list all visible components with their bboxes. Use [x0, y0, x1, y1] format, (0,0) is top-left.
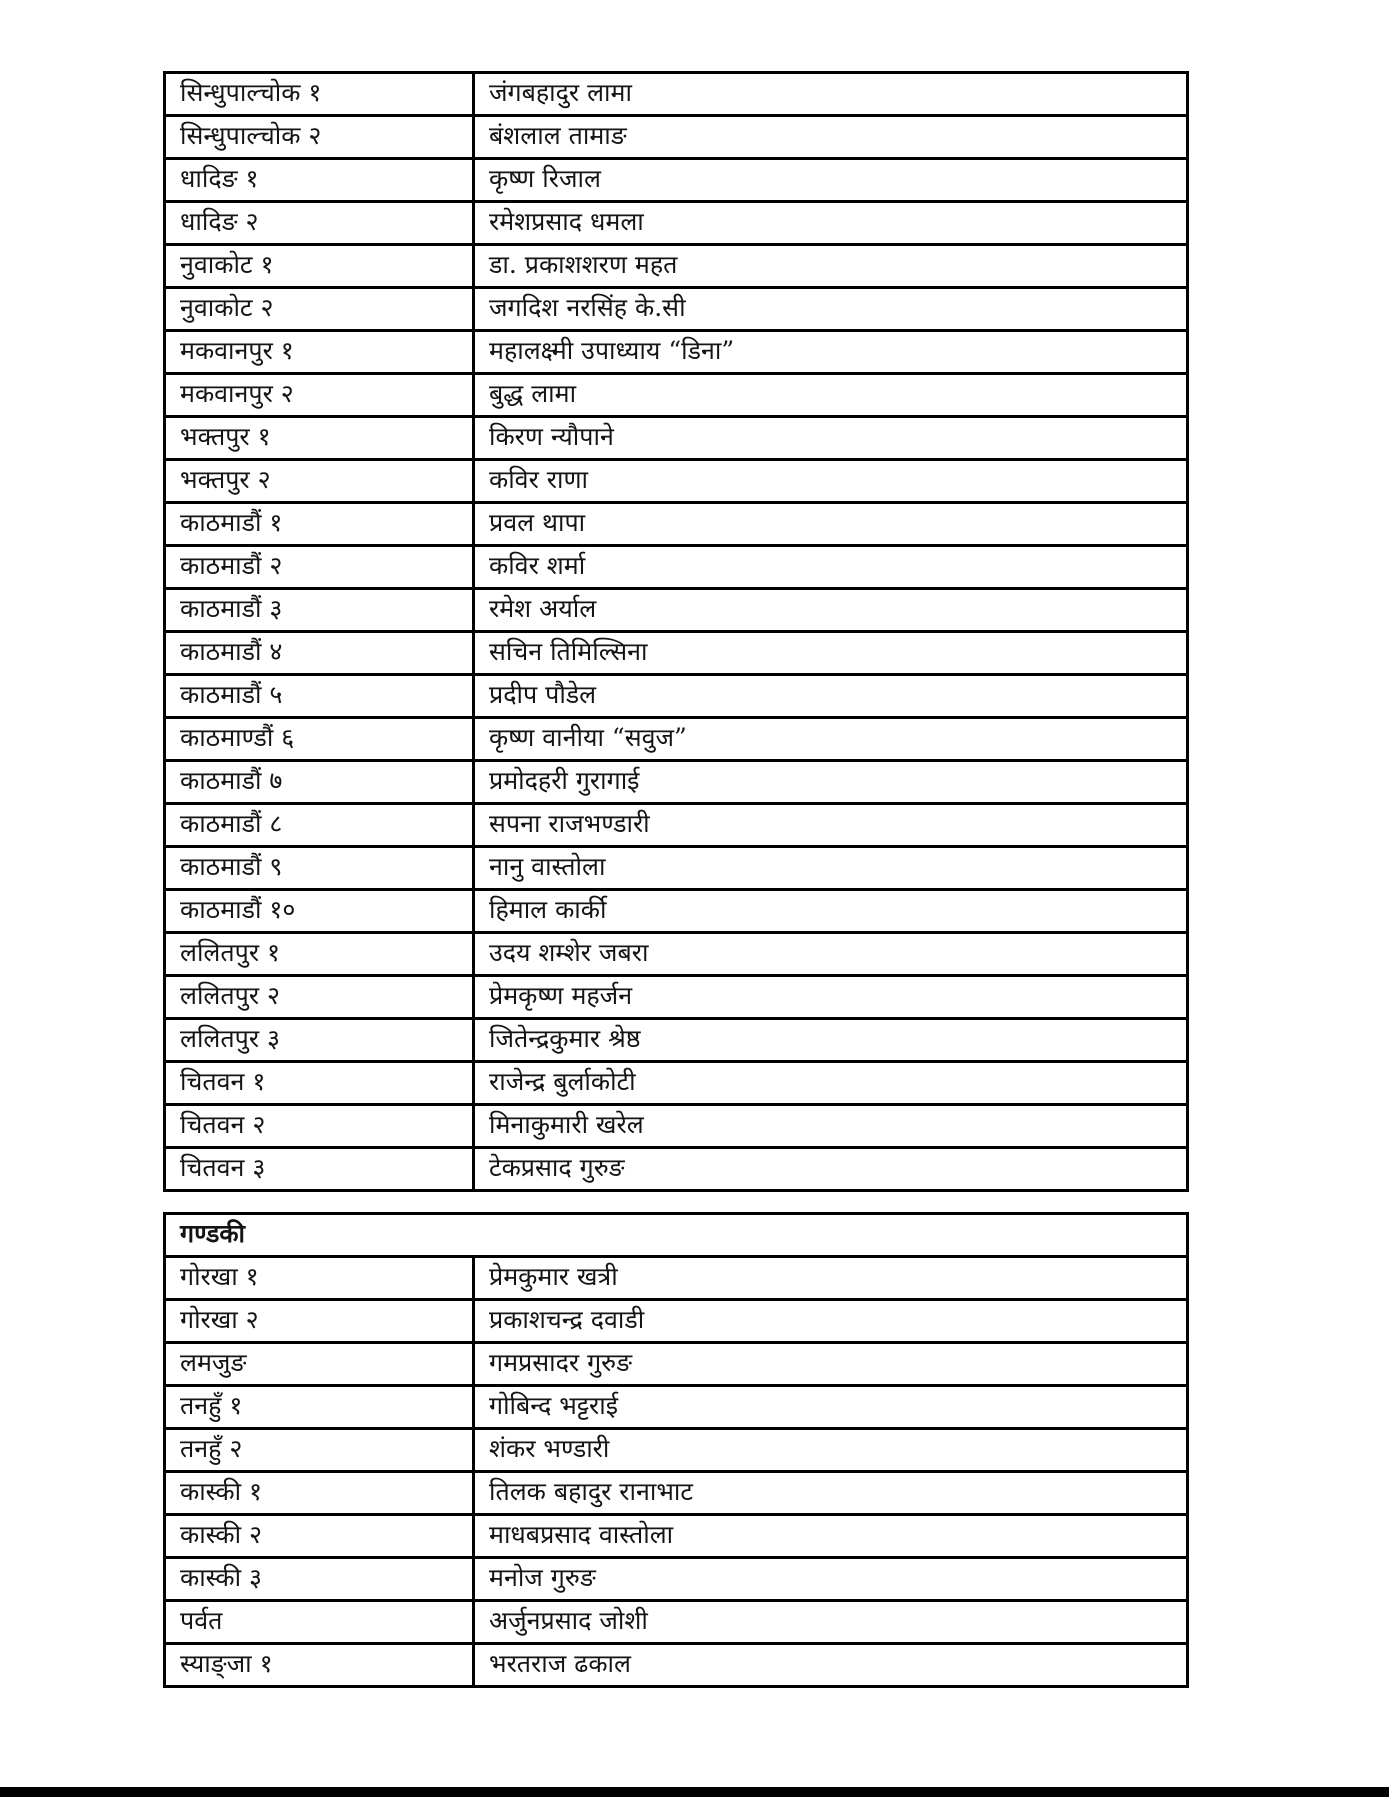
constituency-cell: काठमाडौं २	[165, 546, 474, 589]
table-row	[165, 589, 1188, 632]
table-first-body	[165, 73, 1188, 1191]
candidate-cell: कृष्ण वानीया “सवुज”	[474, 718, 1188, 761]
table-row	[165, 1019, 1188, 1062]
candidate-cell: प्रकाशचन्द्र दवाडी	[474, 1300, 1188, 1343]
constituency-cell: धादिङ २	[165, 202, 474, 245]
page-bottom-scan-bar	[0, 1787, 1389, 1797]
constituency-cell: नुवाकोट २	[165, 288, 474, 331]
table-row	[165, 933, 1188, 976]
constituency-cell: काठमाडौं ९	[165, 847, 474, 890]
constituency-cell: चितवन १	[165, 1062, 474, 1105]
candidate-cell: भरतराज ढकाल	[474, 1644, 1188, 1687]
table-second-body	[165, 1214, 1188, 1687]
table-row	[165, 1105, 1188, 1148]
table-row	[165, 675, 1188, 718]
table-row	[165, 1429, 1188, 1472]
candidate-cell: जगदिश नरसिंह के.सी	[474, 288, 1188, 331]
table-row	[165, 804, 1188, 847]
constituency-cell: काठमाडौं ३	[165, 589, 474, 632]
candidate-cell: सपना राजभण्डारी	[474, 804, 1188, 847]
candidate-cell: हिमाल कार्की	[474, 890, 1188, 933]
table-row	[165, 976, 1188, 1019]
constituency-cell: कास्की १	[165, 1472, 474, 1515]
table-row	[165, 73, 1188, 116]
constituency-cell: सिन्धुपाल्चोक १	[165, 73, 474, 116]
constituency-cell: काठमाडौं ८	[165, 804, 474, 847]
table-row	[165, 761, 1188, 804]
constituency-cell: भक्तपुर २	[165, 460, 474, 503]
constituency-cell: गोरखा २	[165, 1300, 474, 1343]
candidate-cell: प्रमोदहरी गुरागाई	[474, 761, 1188, 804]
table-row	[165, 417, 1188, 460]
candidate-cell: बंशलाल तामाङ	[474, 116, 1188, 159]
candidate-cell: रमेशप्रसाद धमला	[474, 202, 1188, 245]
table-row	[165, 460, 1188, 503]
constituency-cell: काठमाडौं ५	[165, 675, 474, 718]
table-row	[165, 116, 1188, 159]
candidate-cell: उदय शम्शेर जबरा	[474, 933, 1188, 976]
candidate-cell: टेकप्रसाद गुरुङ	[474, 1148, 1188, 1191]
candidate-cell: महालक्ष्मी उपाध्याय “डिना”	[474, 331, 1188, 374]
table-row	[165, 546, 1188, 589]
constituency-cell: चितवन २	[165, 1105, 474, 1148]
constituency-cell: तनहुँ १	[165, 1386, 474, 1429]
constituency-cell: भक्तपुर १	[165, 417, 474, 460]
candidate-cell: तिलक बहादुर रानाभाट	[474, 1472, 1188, 1515]
table-row	[165, 1148, 1188, 1191]
table-row	[165, 374, 1188, 417]
table-row	[165, 1343, 1188, 1386]
candidate-cell: डा. प्रकाशशरण महत	[474, 245, 1188, 288]
table-row	[165, 159, 1188, 202]
constituency-cell: कास्की २	[165, 1515, 474, 1558]
table-row	[165, 1644, 1188, 1687]
candidate-cell: कृष्ण रिजाल	[474, 159, 1188, 202]
candidate-cell: राजेन्द्र बुर्लाकोटी	[474, 1062, 1188, 1105]
constituency-cell: तनहुँ २	[165, 1429, 474, 1472]
constituency-cell: लमजुङ	[165, 1343, 474, 1386]
table-row	[165, 718, 1188, 761]
table-row	[165, 847, 1188, 890]
table-row	[165, 1558, 1188, 1601]
constituency-cell: काठमाडौं ७	[165, 761, 474, 804]
constituency-cell: चितवन ३	[165, 1148, 474, 1191]
candidate-cell: अर्जुनप्रसाद जोशी	[474, 1601, 1188, 1644]
candidate-cell: माधबप्रसाद वास्तोला	[474, 1515, 1188, 1558]
constituency-cell: पर्वत	[165, 1601, 474, 1644]
constituency-candidate-table-first	[163, 71, 1189, 1192]
candidate-cell: नानु वास्तोला	[474, 847, 1188, 890]
constituency-candidate-table-gandaki	[163, 1212, 1189, 1688]
table-row	[165, 1601, 1188, 1644]
candidate-cell: प्रेमकुमार खत्री	[474, 1257, 1188, 1300]
constituency-cell: काठमाडौं १	[165, 503, 474, 546]
table-row	[165, 1062, 1188, 1105]
table-row	[165, 331, 1188, 374]
table-row	[165, 1300, 1188, 1343]
constituency-cell: ललितपुर ३	[165, 1019, 474, 1062]
constituency-cell: काठमाण्डौं ६	[165, 718, 474, 761]
candidate-cell: मिनाकुमारी खरेल	[474, 1105, 1188, 1148]
candidate-cell: गमप्रसादर गुरुङ	[474, 1343, 1188, 1386]
constituency-cell: सिन्धुपाल्चोक २	[165, 116, 474, 159]
candidate-cell: प्रवल थापा	[474, 503, 1188, 546]
constituency-cell: ललितपुर १	[165, 933, 474, 976]
candidate-cell: गोबिन्द भट्टराई	[474, 1386, 1188, 1429]
constituency-cell: नुवाकोट १	[165, 245, 474, 288]
constituency-cell: गोरखा १	[165, 1257, 474, 1300]
table-row	[165, 1515, 1188, 1558]
constituency-cell: कास्की ३	[165, 1558, 474, 1601]
table-row	[165, 503, 1188, 546]
province-header-row	[165, 1214, 1188, 1257]
constituency-cell: मकवानपुर १	[165, 331, 474, 374]
constituency-cell: काठमाडौं १०	[165, 890, 474, 933]
constituency-cell: धादिङ १	[165, 159, 474, 202]
candidate-cell: कविर शर्मा	[474, 546, 1188, 589]
table-row	[165, 1472, 1188, 1515]
table-row	[165, 245, 1188, 288]
candidate-cell: किरण न्यौपाने	[474, 417, 1188, 460]
candidate-cell: जितेन्द्रकुमार श्रेष्ठ	[474, 1019, 1188, 1062]
candidate-cell: शंकर भण्डारी	[474, 1429, 1188, 1472]
candidate-cell: कविर राणा	[474, 460, 1188, 503]
constituency-cell: ललितपुर २	[165, 976, 474, 1019]
candidate-cell: बुद्ध लामा	[474, 374, 1188, 417]
candidate-cell: मनोज गुरुङ	[474, 1558, 1188, 1601]
constituency-cell: स्याङ्जा १	[165, 1644, 474, 1687]
table-row	[165, 202, 1188, 245]
constituency-cell: मकवानपुर २	[165, 374, 474, 417]
candidate-cell: प्रदीप पौडेल	[474, 675, 1188, 718]
table-row	[165, 288, 1188, 331]
candidate-cell: सचिन तिमिल्सिना	[474, 632, 1188, 675]
candidate-cell: रमेश अर्याल	[474, 589, 1188, 632]
constituency-cell: काठमाडौं ४	[165, 632, 474, 675]
candidate-cell: प्रेमकृष्ण महर्जन	[474, 976, 1188, 1019]
table-row	[165, 632, 1188, 675]
province-header-cell: गण्डकी	[165, 1214, 1188, 1257]
table-row	[165, 1386, 1188, 1429]
candidate-cell: जंगबहादुर लामा	[474, 73, 1188, 116]
table-row	[165, 890, 1188, 933]
table-row	[165, 1257, 1188, 1300]
